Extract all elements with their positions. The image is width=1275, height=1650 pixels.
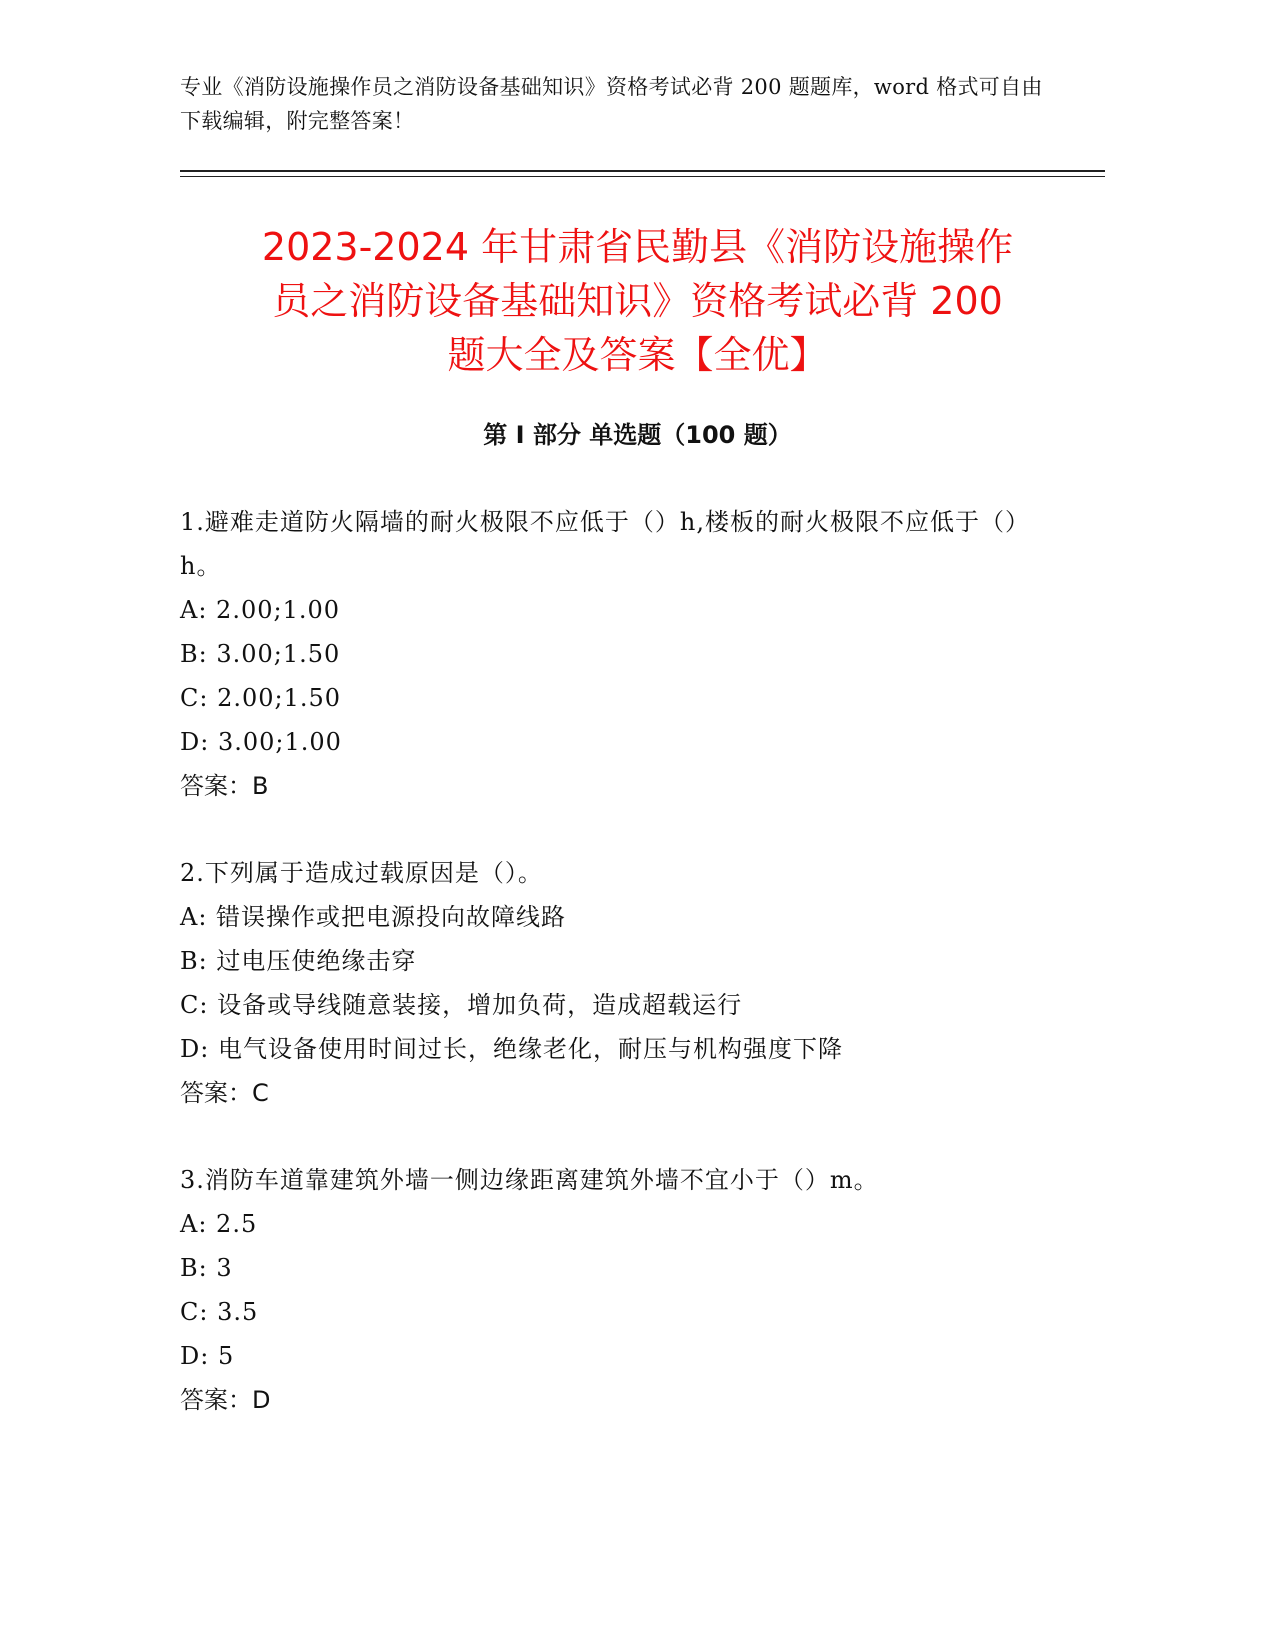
- header-note: 专业《消防设施操作员之消防设备基础知识》资格考试必背 200 题题库，word 格式可自由下载编辑，附完整答案！: [180, 75, 1043, 133]
- option-a: A: 2.5: [180, 1210, 258, 1238]
- option-d: D: 5: [180, 1342, 235, 1370]
- question-3: [180, 1158, 1030, 1422]
- option-d: D: 电气设备使用时间过长，绝缘老化，耐压与机构强度下降: [180, 1035, 843, 1063]
- question-stem: 3.消防车道靠建筑外墙一侧边缘距离建筑外墙不宜小于（）m。: [180, 1166, 879, 1194]
- answer: 答案：D: [180, 1386, 271, 1414]
- question-2: [180, 851, 1030, 1115]
- document-title: [190, 220, 1085, 382]
- document-title-line-2: 员之消防设备基础知识》资格考试必背 200: [272, 279, 1003, 323]
- option-b: B: 3.00;1.50: [180, 640, 341, 668]
- option-a: A: 错误操作或把电源投向故障线路: [180, 903, 567, 931]
- section-heading: 第 I 部分 单选题（100 题）: [483, 421, 792, 449]
- question-stem: 1.避难走道防火隔墙的耐火极限不应低于（）h,楼板的耐火极限不应低于（）h。: [180, 508, 1030, 580]
- answer: 答案：C: [180, 1079, 269, 1107]
- option-b: B: 过电压使绝缘击穿: [180, 947, 417, 975]
- header-divider-thin: [180, 176, 1105, 177]
- header-divider-thick: [180, 170, 1105, 172]
- option-c: C: 2.00;1.50: [180, 684, 342, 712]
- document-title-line-1: 2023-2024 年甘肃省民勤县《消防设施操作: [261, 225, 1014, 269]
- answer: 答案：B: [180, 772, 269, 800]
- question-list: [180, 500, 1030, 1465]
- option-b: B: 3: [180, 1254, 233, 1282]
- question-stem: 2.下列属于造成过载原因是（）。: [180, 859, 543, 887]
- option-c: C: 3.5: [180, 1298, 259, 1326]
- option-a: A: 2.00;1.00: [180, 596, 341, 624]
- document-title-line-3: 题大全及答案【全优】: [447, 333, 828, 377]
- option-d: D: 3.00;1.00: [180, 728, 342, 756]
- option-c: C: 设备或导线随意装接，增加负荷，造成超载运行: [180, 991, 743, 1019]
- question-1: [180, 500, 1030, 808]
